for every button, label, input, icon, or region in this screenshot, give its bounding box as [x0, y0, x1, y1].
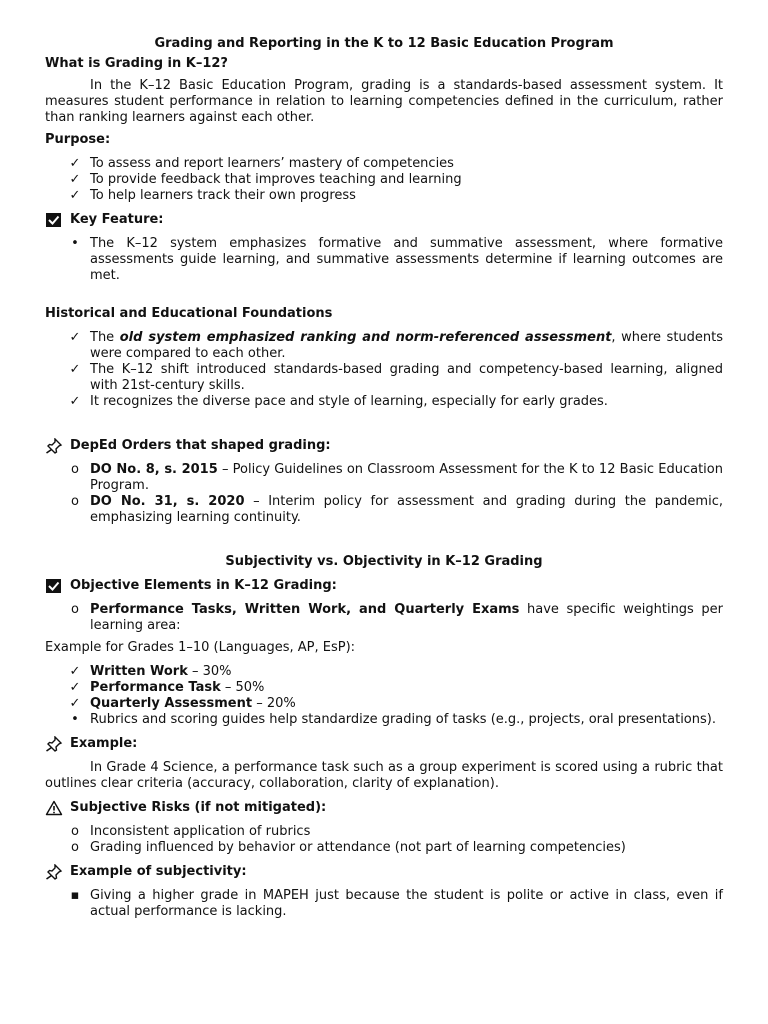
- historical-heading: Historical and Educational Foundations: [45, 306, 333, 321]
- example-paragraph: In Grade 4 Science, a performance task such as a group experiment is scored using a rubric that outlines clear criteria (accuracy, collaboration, clarity of explanation).: [45, 760, 723, 791]
- check-icon: ✓: [69, 188, 81, 203]
- circle-bullet-icon: o: [71, 462, 79, 477]
- key-feature-heading: Key Feature:: [45, 212, 723, 228]
- list-item: ✓ Written Work – 30%: [45, 664, 723, 680]
- list-item: o DO No. 31, s. 2020 – Interim policy for assessment and grading during the pandemic, emphasizing learning continuity.: [45, 494, 723, 526]
- circle-bullet-icon: o: [71, 824, 79, 839]
- list-item: ✓ Performance Task – 50%: [45, 680, 723, 696]
- check-icon: ✓: [69, 156, 81, 171]
- subjectivity-title: Subjectivity vs. Objectivity in K–12 Grading: [225, 554, 543, 569]
- what-is-paragraph: In the K–12 Basic Education Program, grading is a standards-based assessment system. It measures student performance in relation to learning competencies defined in the curriculum, rather than ranking learners against each other.: [45, 78, 723, 125]
- list-item: • The K–12 system emphasizes formative and summative assessment, where formative assessments guide learning, and summative assessments determine if learning outcomes are met.: [45, 236, 723, 284]
- example-grades-line: Example for Grades 1–10 (Languages, AP, EsP):: [45, 640, 356, 655]
- list-item: ✓ Quarterly Assessment – 20%: [45, 696, 723, 712]
- subj-example-list: [45, 888, 723, 920]
- pushpin-icon: [45, 438, 63, 454]
- list-item: o Performance Tasks, Written Work, and Quarterly Exams have specific weightings per learning area:: [45, 602, 723, 634]
- purpose-list: [45, 156, 723, 204]
- purpose-heading: Purpose:: [45, 132, 111, 147]
- risks-heading: Subjective Risks (if not mitigated):: [45, 800, 723, 816]
- list-item: ✓ The old system emphasized ranking and norm-referenced assessment, where students were compared to each other.: [45, 330, 723, 362]
- deped-list: [45, 462, 723, 526]
- list-item: o DO No. 8, s. 2015 – Policy Guidelines on Classroom Assessment for the K to 12 Basic Education Program.: [45, 462, 723, 494]
- deped-heading: DepEd Orders that shaped grading:: [45, 438, 723, 454]
- circle-bullet-icon: o: [71, 840, 79, 855]
- weights-list: [45, 664, 723, 728]
- list-item: ✓ It recognizes the diverse pace and style of learning, especially for early grades.: [45, 394, 723, 410]
- list-item: o Inconsistent application of rubrics: [45, 824, 723, 840]
- historical-list: [45, 330, 723, 410]
- list-item: ✓ To provide feedback that improves teaching and learning: [45, 172, 723, 188]
- what-is-heading: What is Grading in K–12?: [45, 56, 228, 71]
- objective-heading: Objective Elements in K–12 Grading:: [45, 578, 723, 594]
- subj-example-heading: Example of subjectivity:: [45, 864, 723, 880]
- example-heading: Example:: [45, 736, 723, 752]
- key-feature-list: [45, 236, 723, 284]
- check-icon: ✓: [69, 362, 81, 377]
- check-icon: ✓: [69, 172, 81, 187]
- warning-icon: [45, 800, 63, 816]
- list-item: ✓ To help learners track their own progress: [45, 188, 723, 204]
- check-icon: ✓: [69, 330, 81, 345]
- square-bullet-icon: ▪: [70, 888, 80, 903]
- bullet-icon: •: [71, 712, 79, 727]
- circle-bullet-icon: o: [71, 494, 79, 509]
- risks-list: [45, 824, 723, 856]
- list-item: ▪ Giving a higher grade in MAPEH just because the student is polite or active in class, even if actual performance is lacking.: [45, 888, 723, 920]
- checkbox-icon: [45, 212, 63, 228]
- list-item: o Grading influenced by behavior or attendance (not part of learning competencies): [45, 840, 723, 856]
- document-page: [45, 36, 723, 920]
- pushpin-icon: [45, 736, 63, 752]
- objective-list: [45, 602, 723, 634]
- document-title: Grading and Reporting in the K to 12 Basic Education Program: [154, 36, 614, 51]
- list-item: ✓ The K–12 shift introduced standards-based grading and competency-based learning, aligned with 21st-century skills.: [45, 362, 723, 394]
- check-icon: ✓: [69, 680, 81, 695]
- bullet-icon: •: [71, 236, 79, 251]
- list-item: • Rubrics and scoring guides help standardize grading of tasks (e.g., projects, oral presentations).: [45, 712, 723, 728]
- list-item: ✓ To assess and report learners’ mastery of competencies: [45, 156, 723, 172]
- check-icon: ✓: [69, 696, 81, 711]
- circle-bullet-icon: o: [71, 602, 79, 617]
- pushpin-icon: [45, 864, 63, 880]
- check-icon: ✓: [69, 664, 81, 679]
- checkbox-icon: [45, 578, 63, 594]
- check-icon: ✓: [69, 394, 81, 409]
